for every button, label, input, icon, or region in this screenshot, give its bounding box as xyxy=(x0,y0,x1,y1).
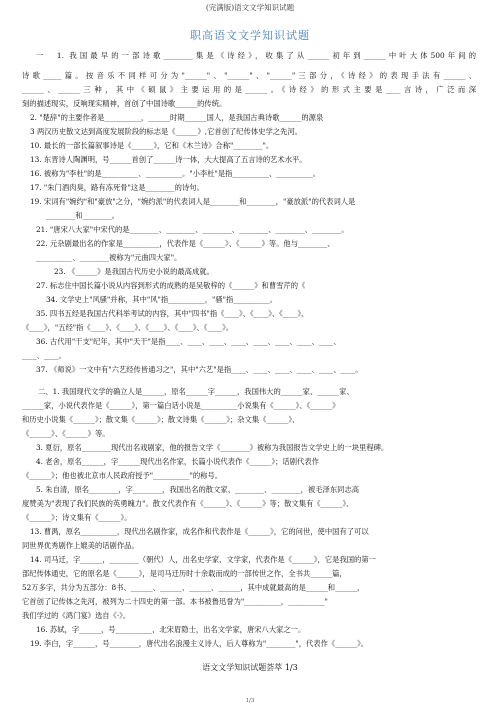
question-line: ____、____。 xyxy=(22,351,66,360)
question-line: ________和________。 xyxy=(46,211,119,220)
question-line: 52万多字，共分为五部分：8书、______、______、______、______，其中成就最高的是______和______， xyxy=(22,583,365,592)
question-line: 14. 司马迁，字______，________（朝代）人，出名史学家、文学家，代表作是《______》，它是我国的第一 xyxy=(30,555,376,564)
question-line: 16. 被称为"李杜"的是__________、__________。"小李杜"是指__________、__________。 xyxy=(30,169,321,178)
question-line: 刻的描述现实，反响现实精神，首创了中国诗歌______的传统。 xyxy=(22,99,227,108)
question-line: 21. "唐宋八大家"中宋代的是________、________、________、________、________、________。 xyxy=(36,225,349,234)
question-line: 部纪传体通史，它的原名是《______》，是司马迁历时十余载而成的一部传世之作，全书共______篇， xyxy=(22,569,347,578)
question-line: 度赞美为"表现了我们民族的英勇魄力"。散文代表作有《______》、《______》等；散文集有《______》、 xyxy=(22,499,354,508)
question-line: 《______》；他也被北京市人民政府授予"__________"的称号。 xyxy=(22,471,223,480)
question-line: 37. 《师说》一文中有"六艺经传皆通习之"，其中"六艺"是指____、____、____、____、____、____。 xyxy=(36,365,363,374)
question-line: 和历史小说集《______》；散文集《______》；散文诗集《______》；杂文集《______》、 xyxy=(22,415,300,424)
question-line: 3 两汉历史散文达到高度发展阶段的标志是《______》,它首创了纪传体史学之先河。 xyxy=(30,127,302,136)
question-line: 5. 朱自清，原名________，字________，我国出名的散文家、________、________，被毛泽东同志高 xyxy=(36,485,360,494)
question-line: 23. 《______》是我国古代历史小说的最高成就。 xyxy=(54,267,214,276)
question-line: 36. 古代用"干支"纪年，其中"天干"是指____、____、____、____、____、____、____、____、 xyxy=(36,337,341,346)
question-line: ______、______三种，其中《硕鼠》主要运用的是______。《诗经》的形式主要是____言诗，广泛而深 xyxy=(22,85,476,94)
question-line: 27. 标志住中国长篇小说从内容到形式的成熟的是吴敬梓的《______》和曹雪芹的《 xyxy=(36,281,306,290)
question-line: 16. 苏轼，字______，号__________，北宋眉隐士，出名文学家，唐宋八大家之一。 xyxy=(36,625,306,634)
question-line: 35. 四书五经是我国古代科举考试的内容，其中"四书"指《____》、《____》、《____》、 xyxy=(36,309,309,318)
question-line: 同世界优秀剧作上媲美的话剧作品。 xyxy=(22,541,139,550)
page-footer: 语文文学知识试题荟萃 1/3 xyxy=(202,663,298,672)
question-line: 《____》，"五经"指《____》、《____》、《____》、《____》、《____》。 xyxy=(22,323,234,332)
question-line: 我们学过的《鸿门宴》选自《·》。 xyxy=(22,611,131,620)
question-line: 一 1. 我国最早的一部诗歌________集是《诗经》，收集了从______初年到______中叶大体500年间的 xyxy=(36,51,476,60)
question-line: 《______》、《______》等。 xyxy=(22,429,110,438)
page-number: 1/3 xyxy=(245,698,255,704)
question-line: __________、________被称为"元曲四大家"。 xyxy=(36,253,182,262)
page-header: (完满版)语文文学知识试题 xyxy=(205,3,295,12)
question-line: 22. 元杂剧最出名的作家是__________，代表作是《______》、《______》等。他与________、 xyxy=(36,239,335,248)
question-line: ______家，小说代表作是《______》，第一篇白话小说是__________小说集有《______》、《______》 xyxy=(22,401,340,410)
document-title: 职高语文文学知识试题 xyxy=(190,29,310,42)
question-line: 13. 曹禺，原名__________，现代出名剧作家，成名作和代表作是《______》，它的问世，使中国有了可以 xyxy=(30,527,369,536)
question-line: 2. "楚辞"的主要作者是__________，______时期______国人，是我国古典诗歌______的源泉 xyxy=(30,113,324,122)
question-line: 19. 宋词有"婉约"和"豪放"之分，"婉约派"的代表词人是________和________，"豪放派"的代表词人是 xyxy=(30,197,356,206)
question-line: 诗歌_____篇。按音乐不同样可分为"______"、"______"、"______"三部分，《诗经》的表现手法有______、 xyxy=(22,71,476,80)
question-line: 它首创了记传体之先河，被列为二十四史的第一部。本书被鲁迅誉为"__________，__________" xyxy=(22,597,328,606)
question-line: 10. 最长的一部长篇叙事诗是《______》，它和《木兰诗》合称"________"。 xyxy=(30,141,274,150)
question-line: 3. 夏衍，原名________现代出名戏剧家，他的报告文学《________》被称为我国报告文学史上的一块里程碑。 xyxy=(36,443,389,452)
question-line: 二、1. 我国现代文学的确立人是______，原名______字______，我国伟大的______家、______家、 xyxy=(38,387,354,396)
question-line: 4. 老舍，原名______，字______现代出名作家，长篇小说代表作《______》；话剧代表作 xyxy=(36,457,319,466)
question-line: 19. 李白，字______，号________，唐代出名浪漫主义诗人，后人尊称为"________"，代表作《______》。 xyxy=(30,639,369,648)
question-line: 13. 东晋诗人陶渊明，号______首创了______诗一体，大大提高了五言诗的艺术水平。 xyxy=(30,155,307,164)
question-line: 17. "朱门酒肉臭，路有冻死骨"这是________的诗句。 xyxy=(30,183,204,192)
question-line: 34. 文学史上"风骚"并称，其中"风"指__________，"骚"指__________。 xyxy=(46,295,278,304)
question-line: 《______》；诗文集有《______》。 xyxy=(22,513,132,522)
